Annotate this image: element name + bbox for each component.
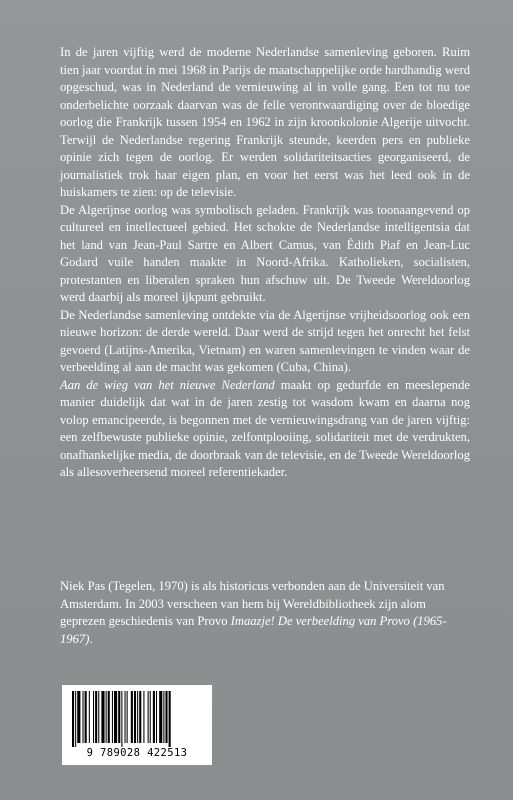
barcode-bar [101,691,104,743]
blurb-paragraph-2: De Algerijnse oorlog was symbolisch geladen. Frankrijk was toonaangevend op cultureel en intellectueel gebied. Het schokte de Nederlandse intelligentsia dat het land van Jean-Paul Sartre en Albert Camus, van Édith Piaf en Jean-Luc Godard vuile handen maakte in Noord-Afrika. Katholieken, socialisten, protestanten en liberalen spraken hun afschuw uit. De Tweede Wereldoorlog werd daarbij als moreel ijkpunt gebruikt. [60,202,470,304]
barcode-bar [137,691,138,743]
barcode-bar [75,691,76,747]
book-title: Aan de wieg van het nieuwe Nederland [60,377,275,392]
barcode-bar [156,691,157,743]
barcode-bar [114,691,117,743]
barcode-bar [139,691,141,743]
barcode-bar [98,691,99,743]
barcode-bar [165,691,167,743]
barcode-bar [148,691,149,743]
author-bio-paragraph [60,578,470,648]
blurb-paragraph-4 [60,377,470,482]
blurb-paragraph-3: De Nederlandse samenleving ontdekte via de Algerijnse vrijheidsoorlog ook een nieuwe horizon: de derde wereld. Daar werd de strijd tegen het onrecht het felst gevoerd (Latijns-Amerika, Vietnam) en waren samenlevingen te vinden waar de verbeelding al aan de macht was gekomen (Cuba, China). [60,307,470,374]
barcode-bar [108,691,110,743]
barcode-bar [131,691,133,743]
barcode-bar [150,691,151,743]
barcode-bar [127,691,128,743]
blurb-paragraph-1: In de jaren vijftig werd de moderne Nederlandse samenleving geboren. Ruim tien jaar voordat in mei 1968 in Parijs de maatschappelijke orde hardhandig werd opgeschud, was in Nederland de vernieuwing al in volle gang. Een tot nu toe onderbelichte oorzaak daarvan was de felle verontwaardiging over de bloedige oorlog die Frankrijk tussen 1954 en 1962 in zijn kroonkolonie Algerije uitvocht. Terwijl de Nederlandse regering Frankrijk steunde, keerden pers en publieke opinie zich tegen de oorlog. Er werden solidariteitsacties georganiseerd, de journalistiek trok haar eigen plan, en voor het eerst was het leed ook in de huiskamers te zien: op de televisie. [60,45,470,199]
barcode-bar [95,691,97,743]
barcode-bar [125,691,126,743]
barcode-bar [143,691,144,743]
author-bio [60,578,470,648]
barcode-bar [159,691,162,743]
author-bio-end: . [89,631,93,646]
previous-book-title: Imaazje! De verbeelding van Provo (1965-1967) [60,614,447,646]
blurb-paragraph-4-text: maakt op gedurfde en meeslepende manier duidelijk dat wat in de jaren zestig tot wasdom kwam en daarna nog volop emancipeerde, is begonnen met de vernieuwingsdrang van de jaren vijftig: een zelfbewuste publieke opinie, zelfontplooiing, solidariteit met de verdrukten, onafhankelijke media, de doorbraak van de televisie, en de Tweede Wereldoorlog als allesoverheersend moreel referentiekader. [60,377,470,479]
barcode-bar [169,691,171,747]
barcode-bar [85,691,87,743]
blurb-text [60,44,470,482]
barcode-bar [153,691,155,743]
barcode-bar [77,691,80,743]
author-bio-text: Niek Pas (Tegelen, 1970) is als historicus verbonden aan de Universiteit van Amsterdam. In 2003 verscheen van hem bij Wereldbibliotheek zijn alom geprezen geschiedenis van Provo [60,579,445,628]
barcode-bar [134,691,136,743]
barcode-bar [112,691,113,743]
barcode-bar [118,691,120,743]
barcode-bar [83,691,84,743]
isbn-barcode [62,685,212,765]
barcode-bar [72,691,74,747]
barcode-bar [121,691,122,747]
barcode-bars [72,691,202,747]
barcode-bar [163,691,164,743]
barcode-digits: 9 789028 422513 [86,747,188,759]
barcode-bar [93,691,94,743]
barcode-bar [89,691,90,743]
barcode-bar [106,691,107,743]
